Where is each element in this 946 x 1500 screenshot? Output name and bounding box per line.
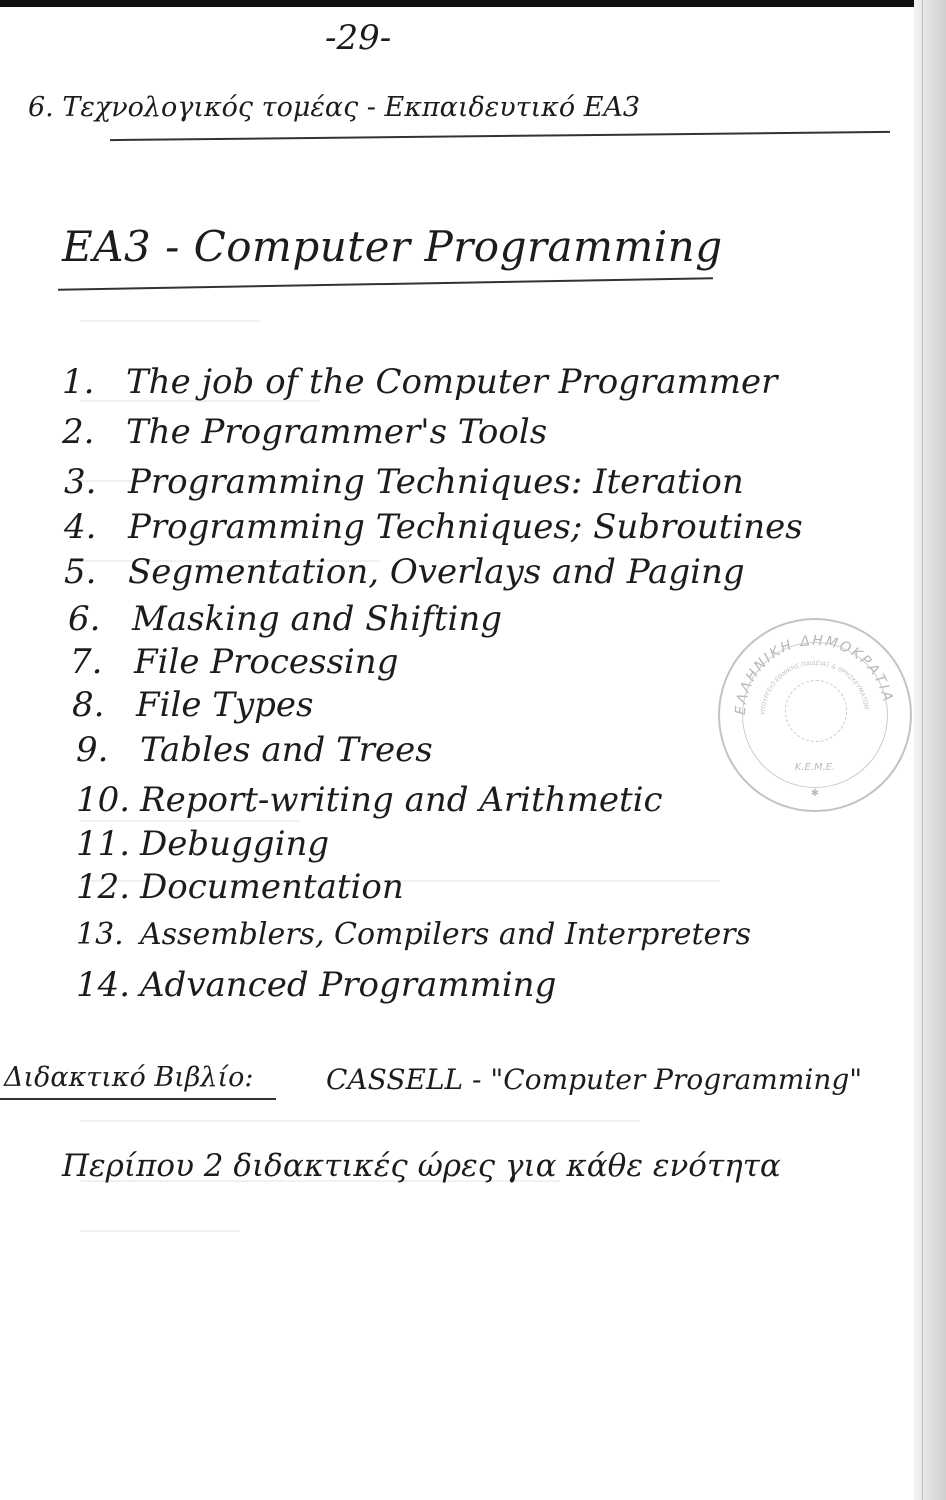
list-item: 14. Advanced Programming	[76, 965, 557, 1005]
teaching-hours-note: Περίπου 2 διδακτικές ώρες για κάθε ενότητα	[62, 1148, 781, 1184]
heading-underline	[110, 131, 890, 141]
coat-of-arms-icon	[785, 680, 847, 742]
svg-text:Κ.Ε.Μ.Ε.: Κ.Ε.Μ.Ε.	[794, 762, 836, 773]
list-item: 4. Programming Techniques; Subroutines	[64, 507, 803, 547]
list-item: 1. The job of the Computer Programmer	[62, 362, 778, 402]
section-heading: 6. Τεχνολογικός τομέας - Εκπαιδευτικό ΕΑ3	[28, 92, 641, 123]
list-item: 7. File Processing	[70, 642, 399, 682]
textbook-label-underline	[0, 1098, 276, 1100]
svg-text:✱: ✱	[810, 788, 820, 799]
list-item: 10. Report-writing and Arithmetic	[76, 780, 663, 820]
course-title-underline	[58, 277, 713, 290]
list-item: 5. Segmentation, Overlays and Paging	[64, 552, 745, 592]
page-number: -29-	[325, 18, 392, 58]
list-item: 3. Programming Techniques: Iteration	[64, 462, 744, 502]
course-title: ΕΑ3 - Computer Programming	[62, 222, 723, 271]
svg-text:ΥΠΟΥΡΓΕΙΟ ΕΘΝΙΚΗΣ ΠΑΙΔΕΙΑΣ & Θ: ΥΠΟΥΡΓΕΙΟ ΕΘΝΙΚΗΣ ΠΑΙΔΕΙΑΣ & ΘΡΗΣΚΕΥΜΑΤΩΝ	[759, 659, 870, 716]
list-item: 6. Masking and Shifting	[68, 599, 503, 639]
textbook-reference: CASSELL - "Computer Programming"	[326, 1063, 863, 1096]
list-item: 12. Documentation	[76, 867, 404, 907]
list-item: 8. File Types	[72, 685, 314, 725]
official-stamp	[718, 618, 912, 812]
list-item: 2. The Programmer's Tools	[62, 412, 548, 452]
textbook-label: Διδακτικό Βιβλίο:	[4, 1062, 254, 1093]
list-item: 13. Assemblers, Compilers and Interpreters	[76, 917, 752, 952]
svg-text:ΕΛΛΗΝΙΚΗ ΔΗΜΟΚΡΑΤΙΑ: ΕΛΛΗΝΙΚΗ ΔΗΜΟΚΡΑΤΙΑ	[732, 632, 896, 716]
list-item: 9. Tables and Trees	[76, 730, 433, 770]
list-item: 11. Debugging	[76, 824, 330, 864]
book-binding-edge	[914, 0, 946, 1500]
